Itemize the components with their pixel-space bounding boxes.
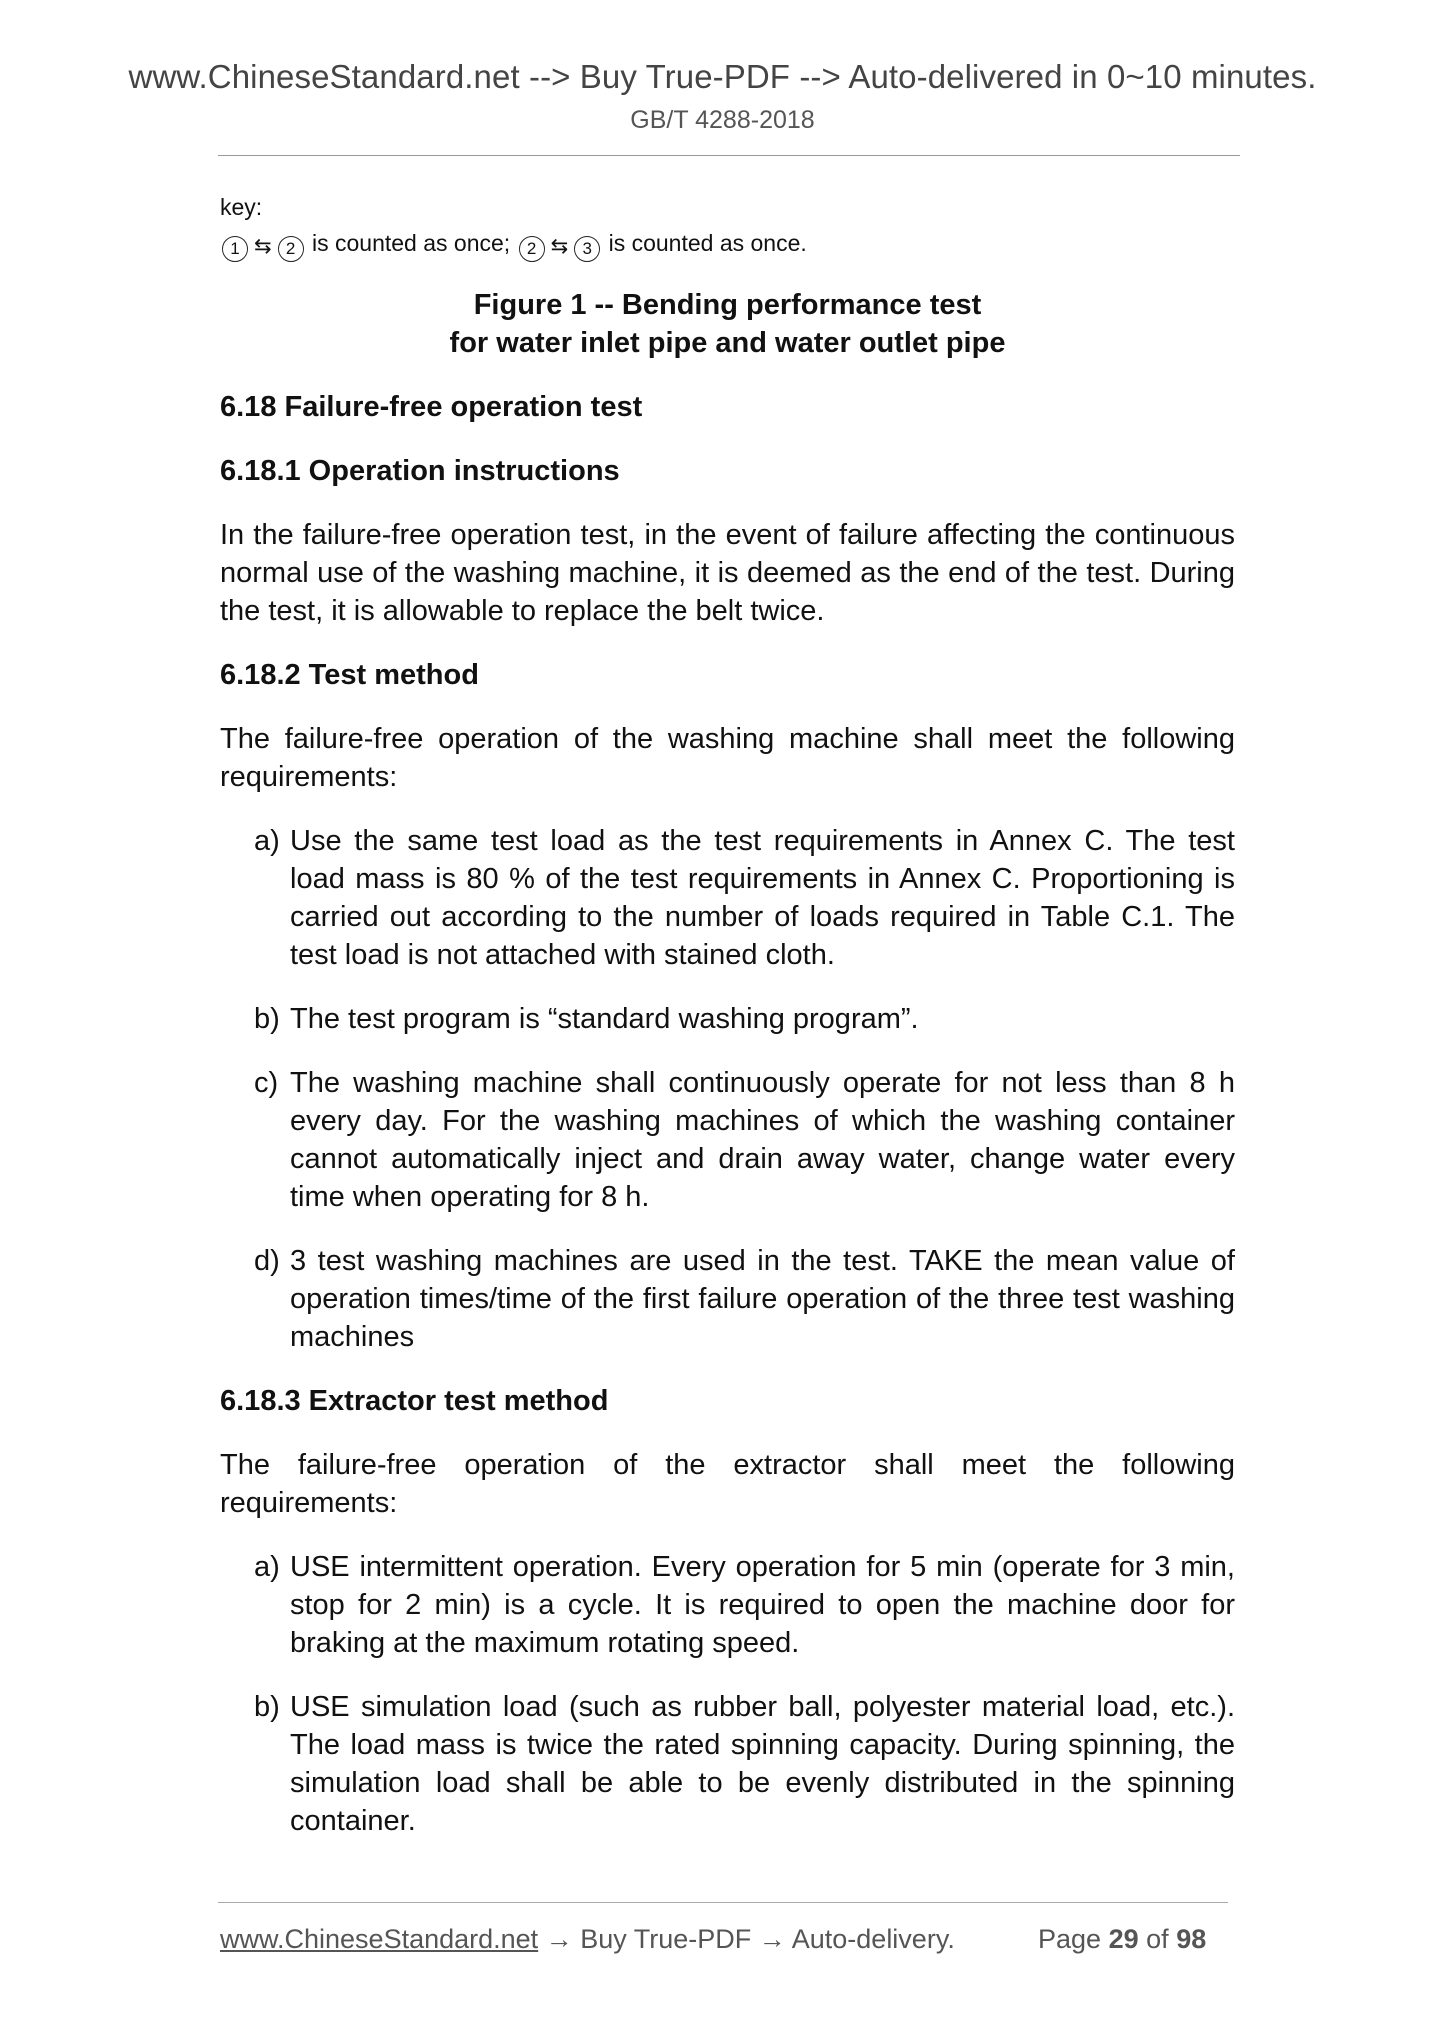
figure-caption	[220, 286, 1235, 362]
of-label: of	[1146, 1924, 1169, 1954]
list-item	[220, 1242, 1235, 1356]
figure-caption-line1: Figure 1 -- Bending performance test	[473, 289, 982, 321]
footer-text	[220, 1924, 955, 1955]
section-6-18-2-intro: The failure-free operation of the washing machine shall meet the following requirements:	[220, 723, 1235, 793]
header-banner: www.ChineseStandard.net --> Buy True-PDF --> Auto-delivered in 0~10 minutes.	[128, 58, 1317, 95]
list-item	[220, 822, 1235, 974]
section-6-18-3-intro: The failure-free operation of the extractor shall meet the following requirements:	[220, 1449, 1235, 1519]
total-pages: 98	[1176, 1924, 1207, 1954]
list-item	[220, 1548, 1235, 1662]
circled-number-2: 2	[278, 236, 304, 262]
page-label: Page	[1038, 1924, 1102, 1954]
section-6-18-2-title: 6.18.2 Test method	[220, 659, 479, 691]
key-text-1: is counted as once;	[305, 230, 517, 256]
list-item-text: USE intermittent operation. Every operation for 5 min (operate for 3 min, stop for 2 min) is a cycle. It is required to open the machine door for braking at the maximum rotating speed.	[290, 1551, 1235, 1659]
list-item	[220, 1000, 1235, 1038]
list-item-text: 3 test washing machines are used in the test. TAKE the mean value of operation times/time of the first failure operation of the three test washing machines	[290, 1245, 1235, 1353]
list-item-text: USE simulation load (such as rubber ball, polyester material load, etc.). The load mass is twice the rated spinning capacity. During spinning, the simulation load shall be able to be evenly distributed in the spinning container.	[290, 1691, 1235, 1837]
section-6-18-1-text: In the failure-free operation test, in the event of failure affecting the continuous normal use of the washing machine, it is deemed as the end of the test. During the test, it is allowable to replace the belt twice.	[220, 519, 1235, 627]
list-item-label: b)	[254, 1691, 280, 1723]
current-page: 29	[1108, 1924, 1139, 1954]
key-description	[220, 226, 1235, 264]
section-6-18-1-title: 6.18.1 Operation instructions	[220, 455, 620, 487]
key-label: key:	[220, 194, 263, 220]
list-item-text: The test program is “standard washing program”.	[290, 1003, 919, 1035]
list-item-label: c)	[254, 1067, 279, 1099]
list-item	[220, 1688, 1235, 1840]
list-item-label: d)	[254, 1245, 280, 1277]
list-item-text: Use the same test load as the test requirements in Annex C. The test load mass is 80 % of the test requirements in Annex C. Proportioning is carried out according to the number of loads required in Table C.1. The test load is not attached with stained cloth.	[290, 825, 1235, 971]
swap-arrow-icon: ⇆	[254, 235, 272, 258]
list-item-label: b)	[254, 1003, 280, 1035]
page-content	[220, 190, 1235, 1840]
list-item-text: The washing machine shall continuously operate for not less than 8 h every day. For the washing machines of which the washing container cannot automatically inject and drain away water, change water every time when operating for 8 h.	[290, 1067, 1235, 1213]
list-item	[220, 1064, 1235, 1216]
page-number	[1038, 1924, 1206, 1955]
section-6-18-3-title: 6.18.3 Extractor test method	[220, 1385, 609, 1417]
list-item-label: a)	[254, 1551, 280, 1583]
circled-number-3: 3	[574, 236, 600, 262]
figure-caption-line2: for water inlet pipe and water outlet pipe	[449, 327, 1006, 359]
circled-number-2b: 2	[519, 236, 545, 262]
swap-arrow-icon-2: ⇆	[550, 235, 569, 258]
footer-rest: → Buy True-PDF → Auto-delivery.	[538, 1924, 955, 1954]
footer-link[interactable]: www.ChineseStandard.net	[220, 1924, 539, 1954]
standard-number: GB/T 4288-2018	[630, 106, 815, 134]
header-divider	[218, 155, 1240, 156]
list-item-label: a)	[254, 825, 280, 857]
circled-number-1: 1	[222, 236, 248, 262]
section-6-18-title: 6.18 Failure-free operation test	[220, 391, 643, 423]
key-text-2: is counted as once.	[602, 230, 807, 256]
footer-divider	[218, 1902, 1228, 1903]
